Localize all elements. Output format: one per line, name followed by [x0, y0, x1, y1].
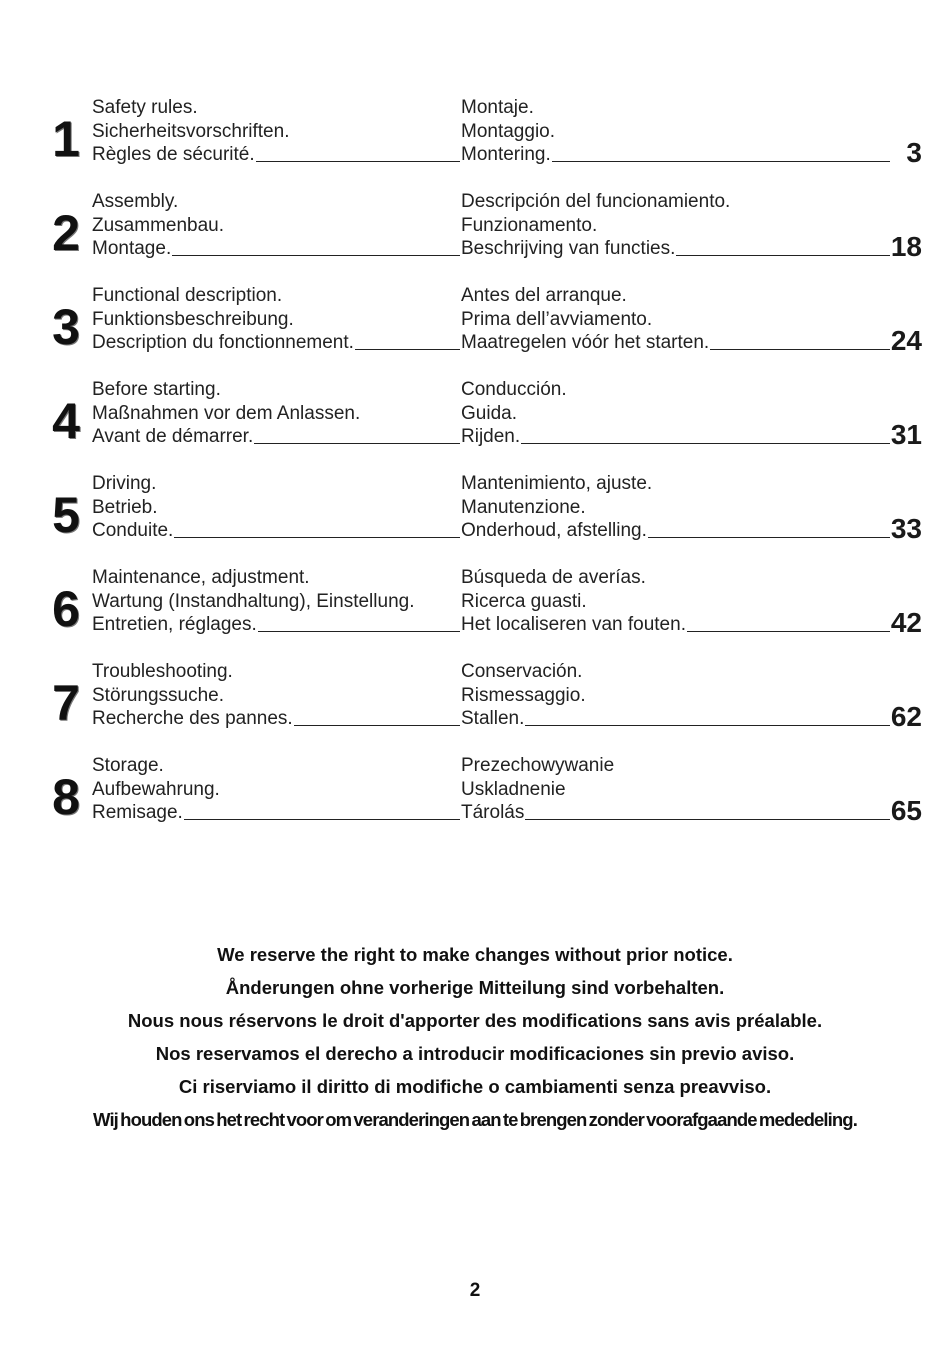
- chapter-titles-right: [461, 284, 890, 355]
- chapter-titles-left: [92, 472, 460, 543]
- title-dutch: Onderhoud, afstelling.: [461, 519, 890, 543]
- title-italian: Funzionamento.: [461, 214, 598, 236]
- title-italian: Guida.: [461, 402, 517, 424]
- title-german: Maßnahmen vor dem Anlassen.: [92, 402, 361, 424]
- title-french: Conduite.: [92, 519, 460, 543]
- title-german: Zusammenbau.: [92, 214, 225, 236]
- title-english: Maintenance, adjustment.: [92, 567, 310, 588]
- page-ref[interactable]: 33: [890, 513, 922, 544]
- dot-leader: [687, 615, 890, 632]
- chapter-titles-right: [461, 660, 890, 731]
- dot-leader: [294, 709, 460, 726]
- chapter-titles-right: [461, 472, 890, 543]
- title-italian: Rismessaggio.: [461, 684, 586, 706]
- chapter-titles-left: [92, 284, 460, 355]
- chapter-number: 8: [52, 769, 80, 825]
- title-spanish: Conducción.: [461, 379, 567, 400]
- title-english: Safety rules.: [92, 97, 198, 118]
- title-english: Assembly.: [92, 191, 179, 212]
- chapter-titles-left: [92, 660, 460, 731]
- chapter-titles-left: [92, 754, 460, 825]
- chapter-number: 6: [52, 581, 80, 637]
- page-ref[interactable]: 31: [890, 419, 922, 450]
- dot-leader: [710, 333, 890, 350]
- page-ref[interactable]: 62: [890, 701, 922, 732]
- dot-leader: [254, 427, 460, 444]
- chapter-titles-right: [461, 566, 890, 637]
- title-german: Wartung (Instandhaltung), Einstellung.: [92, 590, 415, 612]
- title-english: Functional description.: [92, 285, 283, 306]
- title-german: Störungssuche.: [92, 684, 225, 706]
- title-french: Avant de démarrer.: [92, 425, 460, 449]
- title-spanish: Conservación.: [461, 661, 583, 682]
- page-ref[interactable]: 3: [906, 137, 922, 168]
- chapter-number: 3: [52, 299, 80, 355]
- notice-italian: Ci riserviamo il diritto di modifiche o cambiamenti senza preavviso.: [178, 1076, 772, 1097]
- page-ref[interactable]: 24: [890, 325, 922, 356]
- title-spanish: Mantenimiento, ajuste.: [461, 473, 653, 494]
- chapter-number: 5: [52, 487, 80, 543]
- title-italian: Manutenzione.: [461, 496, 586, 518]
- chapter-number: 1: [52, 111, 80, 167]
- dot-leader: [525, 803, 890, 820]
- chapter-number: 7: [52, 675, 80, 731]
- page-ref[interactable]: 65: [890, 795, 922, 826]
- title-english: Driving.: [92, 473, 157, 494]
- title-slovak: Uskladnenie: [461, 778, 566, 800]
- title-dutch: Montering.: [461, 143, 890, 167]
- title-italian: Ricerca guasti.: [461, 590, 587, 612]
- chapter-number: 2: [52, 205, 80, 261]
- toc-entry-2[interactable]: [0, 190, 950, 284]
- table-of-contents: [0, 96, 950, 848]
- chapter-titles-right: [461, 754, 890, 825]
- title-french: Règles de sécurité.: [92, 143, 460, 167]
- toc-entry-3[interactable]: [0, 284, 950, 378]
- dot-leader: [648, 521, 890, 538]
- toc-entry-5[interactable]: [0, 472, 950, 566]
- title-dutch: Maatregelen vóór het starten.: [461, 331, 890, 355]
- title-hungarian: Tárolás: [461, 801, 890, 825]
- title-french: Description du fonctionnement.: [92, 331, 460, 355]
- title-english: Troubleshooting.: [92, 661, 233, 682]
- dot-leader: [525, 709, 890, 726]
- chapter-titles-left: [92, 96, 460, 167]
- toc-entry-4[interactable]: [0, 378, 950, 472]
- title-italian: Montaggio.: [461, 120, 556, 142]
- dot-leader: [184, 803, 460, 820]
- notice-spanish: Nos reservamos el derecho a introducir modificaciones sin previo aviso.: [155, 1043, 795, 1064]
- title-french: Recherche des pannes.: [92, 707, 460, 731]
- title-german: Aufbewahrung.: [92, 778, 220, 800]
- title-italian: Prima dell’avviamento.: [461, 308, 653, 330]
- title-french: Remisage.: [92, 801, 460, 825]
- page-ref[interactable]: 18: [890, 231, 922, 262]
- dot-leader: [258, 615, 460, 632]
- dot-leader: [256, 145, 460, 162]
- page-number: 2: [469, 1280, 481, 1301]
- toc-entry-1[interactable]: [0, 96, 950, 190]
- dot-leader: [676, 239, 890, 256]
- title-english: Before starting.: [92, 379, 221, 400]
- title-polish: Prezechowywanie: [461, 755, 615, 776]
- title-dutch: Rijden.: [461, 425, 890, 449]
- title-spanish: Montaje.: [461, 97, 534, 118]
- notice-dutch: Wij houden ons het recht voor om veranderingen aan te brengen zonder voorafgaande mededeling.: [93, 1109, 857, 1130]
- toc-entry-8[interactable]: [0, 754, 950, 848]
- chapter-titles-left: [92, 190, 460, 261]
- title-german: Betrieb.: [92, 496, 158, 518]
- change-notice: [0, 938, 950, 1136]
- dot-leader: [174, 521, 460, 538]
- dot-leader: [355, 333, 460, 350]
- notice-french: Nous nous réservons le droit d'apporter des modifications sans avis préalable.: [127, 1010, 823, 1031]
- title-german: Sicherheitsvorschriften.: [92, 120, 290, 142]
- title-spanish: Antes del arranque.: [461, 285, 627, 306]
- dot-leader: [172, 239, 460, 256]
- chapter-titles-right: [461, 96, 890, 167]
- notice-german: Ånderungen ohne vorherige Mitteilung sind vorbehalten.: [225, 977, 725, 998]
- title-dutch: Beschrijving van functies.: [461, 237, 890, 261]
- title-dutch: Stallen.: [461, 707, 890, 731]
- title-english: Storage.: [92, 755, 164, 776]
- title-french: Montage.: [92, 237, 460, 261]
- title-spanish: Descripción del funcionamiento.: [461, 191, 731, 212]
- chapter-titles-left: [92, 566, 460, 637]
- title-german: Funktionsbeschreibung.: [92, 308, 294, 330]
- title-spanish: Búsqueda de averías.: [461, 567, 646, 588]
- dot-leader: [521, 427, 890, 444]
- chapter-titles-left: [92, 378, 460, 449]
- chapter-titles-right: [461, 378, 890, 449]
- toc-entry-6[interactable]: [0, 566, 950, 660]
- title-french: Entretien, réglages.: [92, 613, 460, 637]
- title-dutch: Het localiseren van fouten.: [461, 613, 890, 637]
- dot-leader: [552, 145, 890, 162]
- toc-entry-7[interactable]: [0, 660, 950, 754]
- chapter-titles-right: [461, 190, 890, 261]
- notice-english: We reserve the right to make changes without prior notice.: [217, 944, 733, 965]
- page-ref[interactable]: 42: [890, 607, 922, 638]
- chapter-number: 4: [52, 393, 80, 449]
